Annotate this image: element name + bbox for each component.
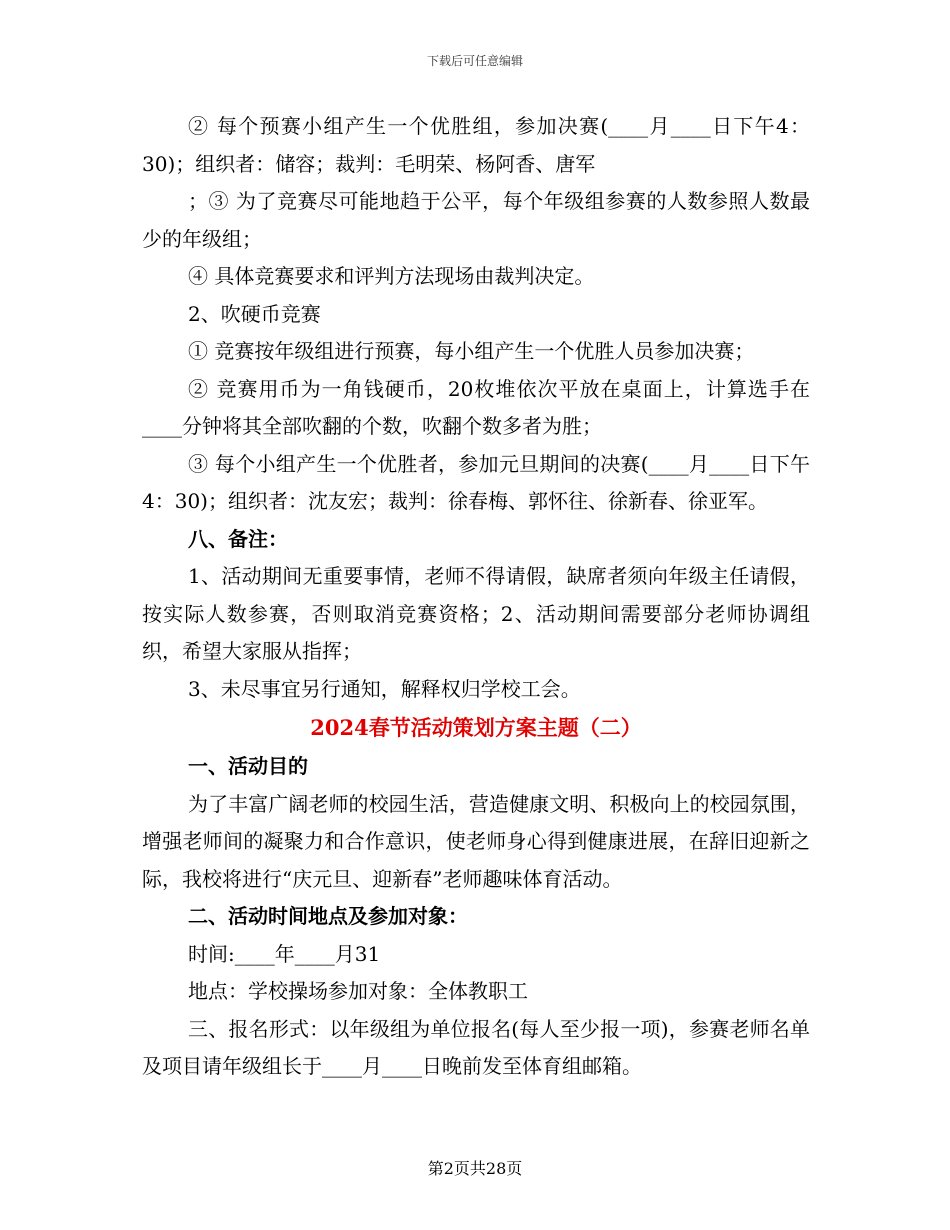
paragraph: 为了丰富广阔老师的校园生活，营造健康文明、积极向上的校园氛围，增强老师间的凝聚力和合作意识，使老师身心得到健康进展，在辞旧迎新之际，我校将进行“庆元旦、迎新春”老师趣味体育活动。 — [142, 791, 810, 891]
paragraph: ④ 具体竞赛要求和评判方法现场由裁判决定。 — [188, 264, 595, 288]
page-footer: 第2页共28页 — [427, 1159, 523, 1178]
section-heading: 一、活动目的 — [188, 754, 308, 778]
section-heading: 八、备注： — [188, 526, 288, 551]
paragraph: ③ 每个小组产生一个优胜者，参加元旦期间的决赛(____月____日下午4：30)；组织者：沈友宏；裁判：徐春梅、郭怀往、徐新春、徐亚军。 — [142, 451, 810, 513]
section-title: 2024春节活动策划方案主题（二） — [310, 715, 642, 740]
document-body — [142, 108, 810, 1086]
paragraph: ；③ 为了竞赛尽可能地趋于公平，每个年级组参赛的人数参照人数最少的年级组； — [142, 189, 810, 251]
paragraph: 1、活动期间无重要事情，老师不得请假，缺席者须向年级主任请假，按实际人数参赛，否则取消竞赛资格；2、活动期间需要部分老师协调组织，希望大家服从指挥； — [142, 564, 810, 663]
paragraph: ② 竞赛用币为一角钱硬币，20枚堆依次平放在桌面上，计算选手在____分钟将其全部吹翻的个数，吹翻个数多者为胜； — [142, 376, 810, 438]
section-heading: 二、活动时间地点及参加对象： — [188, 904, 468, 928]
paragraph: 三、报名形式：以年级组为单位报名(每人至少报一项)，参赛老师名单及项目请年级组长于____月____日晚前发至体育组邮箱。 — [142, 1016, 810, 1078]
page-header: 下载后可任意编辑 — [426, 54, 523, 68]
paragraph: 2、吹硬币竞赛 — [188, 301, 321, 326]
paragraph: ① 竞赛按年级组进行预赛，每小组产生一个优胜人员参加决赛； — [188, 339, 755, 363]
paragraph: 3、未尽事宜另行通知，解释权归学校工会。 — [188, 676, 581, 701]
paragraph: ② 每个预赛小组产生一个优胜组，参加决赛(____月____日下午4：30)；组织者：储容；裁判：毛明荣、杨阿香、唐军 — [142, 114, 810, 176]
paragraph: 时间:____年____月31 — [188, 941, 381, 966]
paragraph: 地点：学校操场参加对象：全体教职工 — [188, 979, 528, 1003]
